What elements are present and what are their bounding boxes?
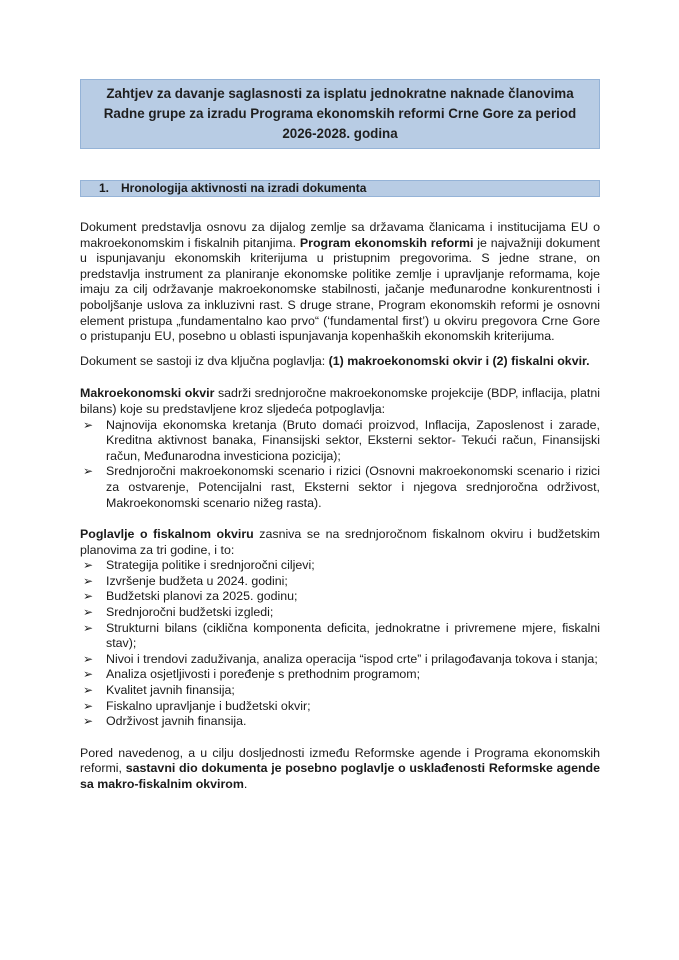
- intro-text-2: je najvažniji dokument u ispunjavanju ekonomskih kriterijuma u pristupnim pregovorima. S jedne strane, on predstavlja instrument za planiranje ekonomske politike zemlje i upravljanje reformama, koje imaju za cilj održavanje makroekonomske stabilnosti, jačanje međunarodne konkurentnosti i poboljšanje uslova za inkluzivni rast. S druge strane, Program ekonomskih reformi je osnovni element pristupa „fundamentalno kao prvo“ (‘fundamental first’) u okviru pregovora Crne Gore o pristupanju EU, posebno u oblasti ispunjavanja kopenhaških ekonomskih kriterijuma.: [80, 235, 600, 344]
- list-item: [80, 714, 600, 730]
- arrow-bullet-icon: ➢: [83, 714, 94, 729]
- fiscal-paragraph: [80, 527, 600, 558]
- section-heading: [80, 180, 600, 197]
- title-line-2: Radne grupe za izradu Programa ekonomskih reformi Crne Gore za period: [103, 106, 577, 121]
- chapters-text: Dokument se sastoji iz dva ključna poglavlja:: [80, 353, 329, 368]
- intro-bold: Program ekonomskih reformi: [299, 235, 474, 250]
- arrow-bullet-icon: ➢: [83, 683, 94, 698]
- list-item: [80, 621, 600, 652]
- list-item-text: Budžetski planovi za 2025. godinu;: [106, 589, 298, 604]
- arrow-bullet-icon: ➢: [83, 605, 94, 620]
- arrow-bullet-icon: ➢: [83, 698, 94, 713]
- list-item: [80, 699, 600, 715]
- macro-bold: Makroekonomski okvir: [80, 386, 215, 401]
- list-item: [80, 683, 600, 699]
- fiscal-list: [80, 558, 600, 730]
- list-item: [80, 605, 600, 621]
- arrow-bullet-icon: ➢: [83, 558, 94, 573]
- list-item-text: Srednjoročni budžetski izgledi;: [106, 605, 274, 620]
- closing-text-1: Pored navedenog, a u cilju dosljednosti između Reformske agende i Programa ekonomskih reformi,: [80, 745, 600, 776]
- macro-text: sadrži srednjoročne makroekonomske projekcije (BDP, inflacija, platni bilans) koje su predstavljene kroz sljedeća potpoglavlja:: [80, 386, 600, 416]
- list-item: [80, 652, 600, 668]
- arrow-bullet-icon: ➢: [83, 651, 94, 666]
- document-body: [80, 220, 600, 793]
- section-number: 1.: [99, 181, 110, 195]
- arrow-bullet-icon: ➢: [83, 417, 94, 432]
- list-item-text: Održivost javnih finansija.: [106, 714, 247, 729]
- closing-bold: sastavni dio dokumenta je posebno poglavlje o usklađenosti Reformske agende sa makro-fiskalnim okvirom: [80, 761, 600, 791]
- list-item-text: Kvalitet javnih finansija;: [106, 683, 235, 698]
- closing-text-2: .: [243, 777, 248, 791]
- list-item: [80, 589, 600, 605]
- title-line-3: 2026-2028. godina: [282, 126, 398, 141]
- arrow-bullet-icon: ➢: [83, 667, 94, 682]
- list-item: [80, 464, 600, 511]
- title-line-1: Zahtjev za davanje saglasnosti za isplatu jednokratne naknade članovima: [106, 86, 574, 101]
- list-item: [80, 418, 600, 465]
- macro-list: [80, 418, 600, 512]
- intro-paragraph: [80, 220, 600, 345]
- list-item-text: Fiskalno upravljanje i budžetski okvir;: [106, 698, 311, 713]
- list-item-text: Izvršenje budžeta u 2024. godini;: [106, 573, 288, 588]
- arrow-bullet-icon: ➢: [83, 620, 94, 635]
- list-item-text: Analiza osjetljivosti i poređenje s prethodnim programom;: [106, 667, 421, 682]
- closing-paragraph: [80, 746, 600, 793]
- list-item: [80, 558, 600, 574]
- arrow-bullet-icon: ➢: [83, 589, 94, 604]
- list-item-text: Najnovija ekonomska kretanja (Bruto domaći proizvod, Inflacija, Zaposlenost i zarade, Kreditna aktivnost banaka, Finansijski sektor, Eksterni sektor- Tekući račun, Finansijski račun, Međunarodna investiciona pozicija);: [106, 417, 600, 463]
- chapters-bold: (1) makroekonomski okvir i (2) fiskalni okvir.: [328, 353, 590, 368]
- list-item-text: Nivoi i trendovi zaduživanja, analiza operacija “ispod crte” i prilagođavanja tokova i stanja;: [106, 651, 598, 666]
- fiscal-bold: Poglavlje o fiskalnom okviru: [80, 527, 254, 542]
- list-item-text: Strukturni bilans (ciklična komponenta deficita, jednokratne i privremene mjere, fiskalni stav);: [106, 620, 600, 651]
- section-title: Hronologija aktivnosti na izradi dokumenta: [121, 181, 367, 195]
- fiscal-text: zasniva se na srednjoročnom fiskalnom okviru i budžetskim planovima za tri godine, i to:: [80, 527, 600, 557]
- macro-paragraph: [80, 386, 600, 417]
- arrow-bullet-icon: ➢: [83, 464, 94, 479]
- list-item-text: Srednjoročni makroekonomski scenario i rizici (Osnovni makroekonomski scenario i rizici za ostvarenje, Potencijalni rast, Eksterni sektor i njegova srednjoročna održivost, Makroekonomski scenario nižeg rasta).: [106, 464, 600, 510]
- document-title: [80, 79, 600, 149]
- chapters-paragraph: [80, 354, 600, 370]
- arrow-bullet-icon: ➢: [83, 573, 94, 588]
- list-item: [80, 574, 600, 590]
- intro-text-1: Dokument predstavlja osnovu za dijalog zemlje sa državama članicama i institucijama EU o makroekonomskim i fiskalnih pitanjima.: [80, 220, 600, 250]
- list-item-text: Strategija politike i srednjoročni ciljevi;: [106, 558, 315, 573]
- list-item: [80, 667, 600, 683]
